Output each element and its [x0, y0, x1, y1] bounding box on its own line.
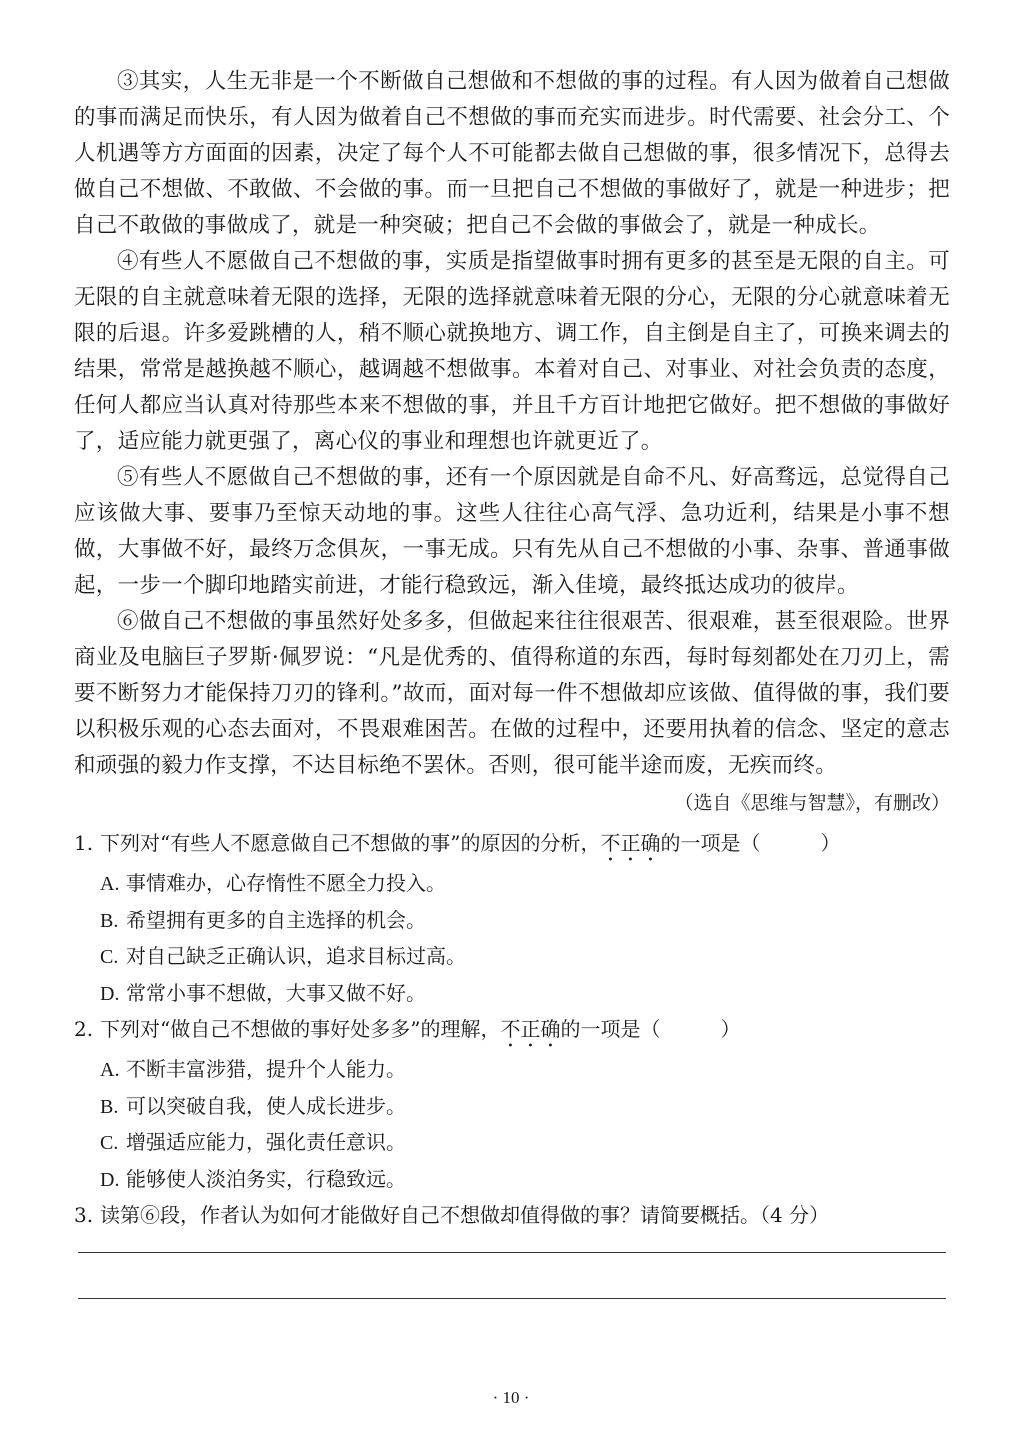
option-d[interactable] [74, 1162, 950, 1199]
option-letter: B. [100, 909, 119, 932]
option-letter: C. [100, 946, 119, 968]
option-letter: B. [100, 1095, 119, 1118]
options-q2 [74, 1052, 950, 1198]
reading-passage [74, 64, 950, 821]
paragraph-3: ③其实，人生无非是一个不断做自己想做和不想做的事的过程。有人因为做着自己想做的事而满足而快乐，有人因为做着自己不想做的事而充实而进步。时代需要、社会分工、个人机遇等方方面面的因素，决定了每个人不可能都去做自己想做的事，很多情况下，总得去做自己不想做、不敢做、不会做的事。而一旦把自己不想做的事做好了，就是一种进步；把自己不敢做的事做成了，就是一种突破；把自己不会做的事做会了，就是一种成长。 [74, 69, 950, 238]
option-d[interactable] [74, 976, 950, 1013]
option-a[interactable] [74, 1052, 950, 1089]
question-stem: 下列对“做自己不想做的事好处多多”的理解， [100, 1017, 501, 1041]
question-3 [74, 1198, 950, 1234]
option-letter: D. [100, 982, 120, 1005]
question-stem: 下列对“有些人不愿意做自己不想做的事”的原因的分析， [100, 831, 601, 855]
question-stem: 读第⑥段，作者认为如何才能做好自己不想做却值得做的事？请简要概括。（4 分） [100, 1203, 830, 1227]
option-text: 对自己缺乏正确认识，追求目标过高。 [126, 944, 466, 968]
question-stem-end: 的一项是 [560, 1017, 641, 1041]
option-text: 能够使人淡泊务实，行稳致远。 [126, 1166, 406, 1191]
option-c[interactable] [74, 939, 950, 976]
question-number: 2. [74, 1017, 94, 1041]
option-text: 增强适应能力，强化责任意识。 [126, 1130, 406, 1154]
answer-bracket[interactable]: （ ） [740, 831, 841, 855]
answer-bracket[interactable]: （ ） [640, 1017, 741, 1041]
option-letter: D. [100, 1168, 120, 1191]
option-c[interactable] [74, 1125, 950, 1162]
option-letter: A. [100, 1059, 120, 1081]
paragraph-6: ⑥做自己不想做的事虽然好处多多，但做起来往往很艰苦、很艰难，甚至很艰险。世界商业及电脑巨子罗斯·佩罗说：“凡是优秀的、值得称道的东西，每时每刻都处在刀刃上，需要不断努力才能保持刀刃的锋利。”故而，面对每一件不想做却应该做、值得做的事，我们要以积极乐观的心态去面对，不畏艰难困苦。在做的过程中，还要用执着的信念、坚定的意志和顽强的毅力作支撑，不达目标绝不罢休。否则，很可能半途而废，无疾而终。 [74, 609, 950, 778]
question-2 [74, 1012, 950, 1052]
option-text: 常常小事不想做，大事又做不好。 [126, 980, 426, 1005]
option-letter: A. [100, 873, 120, 895]
emphasis-text: 不正确 [600, 831, 661, 855]
question-number: 1. [74, 831, 94, 855]
options-q1 [74, 866, 950, 1012]
page-number: · 10 · [492, 1388, 530, 1407]
source-citation: （选自《思维与智慧》，有删改） [674, 792, 950, 814]
option-text: 事情难办，心存惰性不愿全力投入。 [126, 871, 446, 895]
question-1 [74, 826, 950, 866]
option-b[interactable] [74, 1089, 950, 1126]
answer-line-1[interactable] [78, 1252, 946, 1253]
question-list [74, 826, 950, 1234]
paragraph-5: ⑤有些人不愿做自己不想做的事，还有一个原因就是自命不凡、好高骛远，总觉得自己应该做大事、要事乃至惊天动地的事。这些人往往心高气浮、急功近利，结果是小事不想做，大事做不好，最终万念俱灰，一事无成。只有先从自己不想做的小事、杂事、普通事做起，一步一个脚印地踏实前进，才能行稳致远，渐入佳境，最终抵达成功的彼岸。 [74, 465, 950, 598]
option-text: 希望拥有更多的自主选择的机会。 [126, 907, 426, 932]
emphasis-text: 不正确 [500, 1017, 561, 1041]
option-b[interactable] [74, 903, 950, 940]
option-letter: C. [100, 1132, 119, 1154]
option-text: 可以突破自我，使人成长进步。 [126, 1093, 406, 1118]
question-stem-end: 的一项是 [660, 831, 741, 855]
option-text: 不断丰富涉猎，提升个人能力。 [126, 1057, 406, 1081]
paragraph-4: ④有些人不愿做自己不想做的事，实质是指望做事时拥有更多的甚至是无限的自主。可无限的自主就意味着无限的选择，无限的选择就意味着无限的分心，无限的分心就意味着无限的后退。许多爱跳槽的人，稍不顺心就换地方、调工作，自主倒是自主了，可换来调去的结果，常常是越换越不顺心，越调越不想做事。本着对自己、对事业、对社会负责的态度，任何人都应当认真对待那些本来不想做的事，并且千方百计地把它做好。把不想做的事做好了，适应能力就更强了，离心仪的事业和理想也许就更近了。 [74, 249, 950, 454]
option-a[interactable] [74, 866, 950, 903]
question-number: 3. [74, 1203, 94, 1227]
answer-line-2[interactable] [78, 1298, 946, 1299]
